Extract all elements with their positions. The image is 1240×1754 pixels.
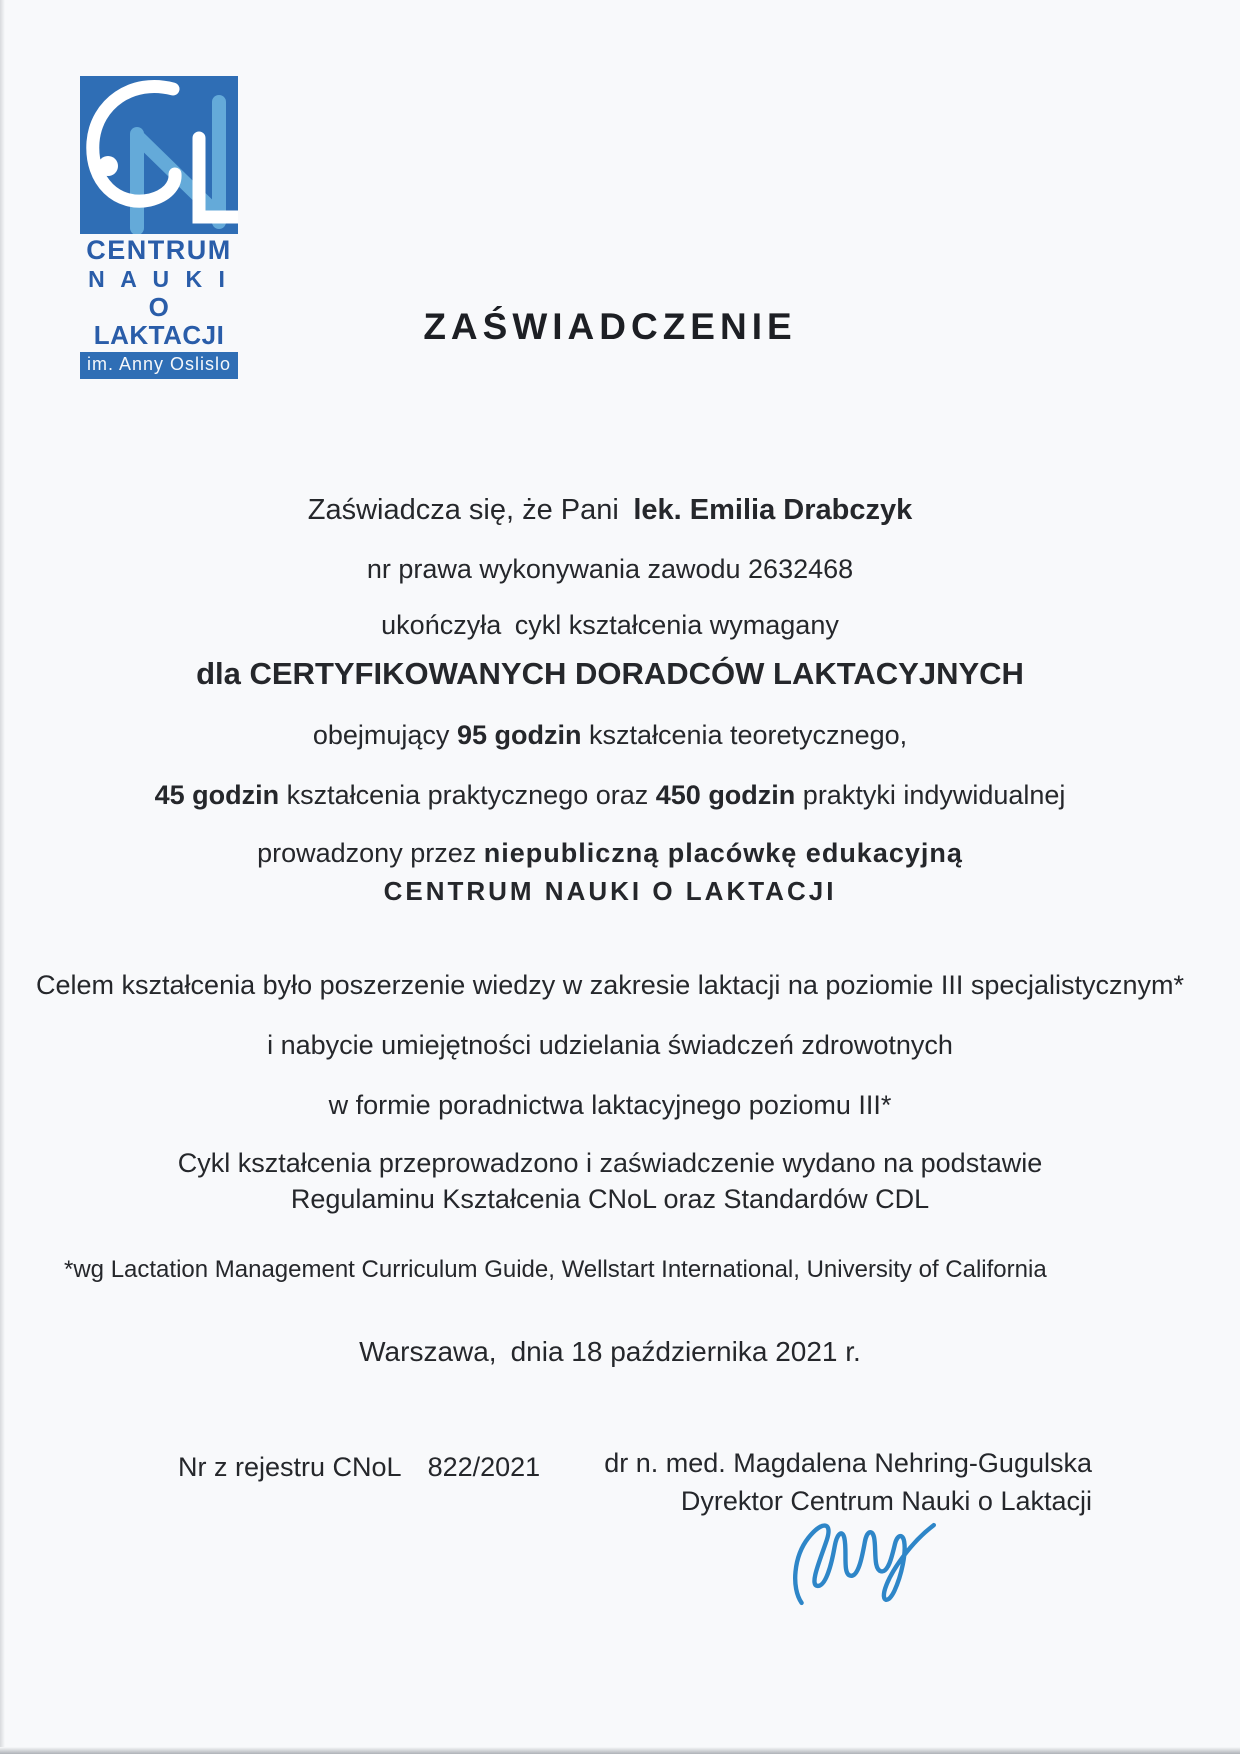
goal-line-1: Celem kształcenia było poszerzenie wiedzy w zakresie laktacji na poziomie III specjalistycznym* xyxy=(36,970,1184,1000)
logo-text-centrum: CENTRUM xyxy=(86,235,232,265)
practice-hours-value: 45 godzin xyxy=(154,780,280,810)
provider-prefix: prowadzony przez xyxy=(257,838,484,868)
logo-band-patron: im. Anny Oslislo xyxy=(80,352,238,379)
signature-handwriting xyxy=(788,1505,963,1623)
license-number-line: nr prawa wykonywania zawodu 2632468 xyxy=(366,554,854,584)
certificate-title: ZAŚWIADCZENIE xyxy=(423,306,797,347)
program-name-line: dla CERTYFIKOWANYCH DORADCÓW LAKTACYJNYCH xyxy=(196,656,1024,691)
scan-edge-bottom xyxy=(0,1747,1240,1754)
footnote-line: *wg Lactation Management Curriculum Guide, Wellstart International, University of California xyxy=(64,1256,1047,1283)
signer-title: Dyrektor Centrum Nauki o Laktacji xyxy=(680,1486,1092,1516)
provider-line xyxy=(0,838,1220,869)
registry-label: Nr z rejestru CNoL xyxy=(178,1452,402,1482)
logo-text-nauki: N A U K I xyxy=(88,266,230,293)
cnl-monogram-icon xyxy=(80,76,238,234)
recipient-line-prefix: Zaświadcza się, że Pani xyxy=(307,494,634,526)
recipient-name: lek. Emilia Drabczyk xyxy=(633,494,913,526)
theory-hours-value: 95 godzin xyxy=(456,720,582,750)
basis-line-2: Regulaminu Kształcenia CNoL oraz Standardów CDL xyxy=(290,1184,930,1214)
registry-line xyxy=(178,1452,540,1483)
scan-edge-left xyxy=(0,0,5,1754)
logo-dot xyxy=(98,156,118,176)
date-line: Warszawa, dnia 18 października 2021 r. xyxy=(359,1336,861,1367)
goal-line-2: i nabycie umiejętności udzielania świadczeń zdrowotnych xyxy=(267,1030,953,1060)
provider-name-line: CENTRUM NAUKI O LAKTACJI xyxy=(383,876,837,906)
theory-hours-prefix: obejmujący xyxy=(312,720,457,750)
recipient-line xyxy=(0,494,1220,527)
practice-hours-mid: kształcenia praktycznego oraz xyxy=(279,780,656,810)
signer-name: dr n. med. Magdalena Nehring-Gugulska xyxy=(604,1448,1092,1478)
individual-hours-value: 450 godzin xyxy=(655,780,796,810)
completion-line: ukończyła cykl kształcenia wymagany xyxy=(381,610,839,640)
basis-line-1: Cykl kształcenia przeprowadzono i zaświadczenie wydano na podstawie xyxy=(177,1148,1043,1178)
practice-hours-line xyxy=(0,780,1220,811)
provider-type: niepubliczną placówkę edukacyjną xyxy=(483,838,963,868)
individual-hours-suffix: praktyki indywidualnej xyxy=(795,780,1066,810)
theory-hours-line xyxy=(0,720,1220,751)
registry-number: 822/2021 xyxy=(427,1452,541,1482)
theory-hours-suffix: kształcenia teoretycznego, xyxy=(581,720,908,750)
logo-text-o-laktacji: O LAKTACJI xyxy=(93,292,225,350)
goal-line-3: w formie poradnictwa laktacyjnego poziomu III* xyxy=(328,1090,892,1120)
